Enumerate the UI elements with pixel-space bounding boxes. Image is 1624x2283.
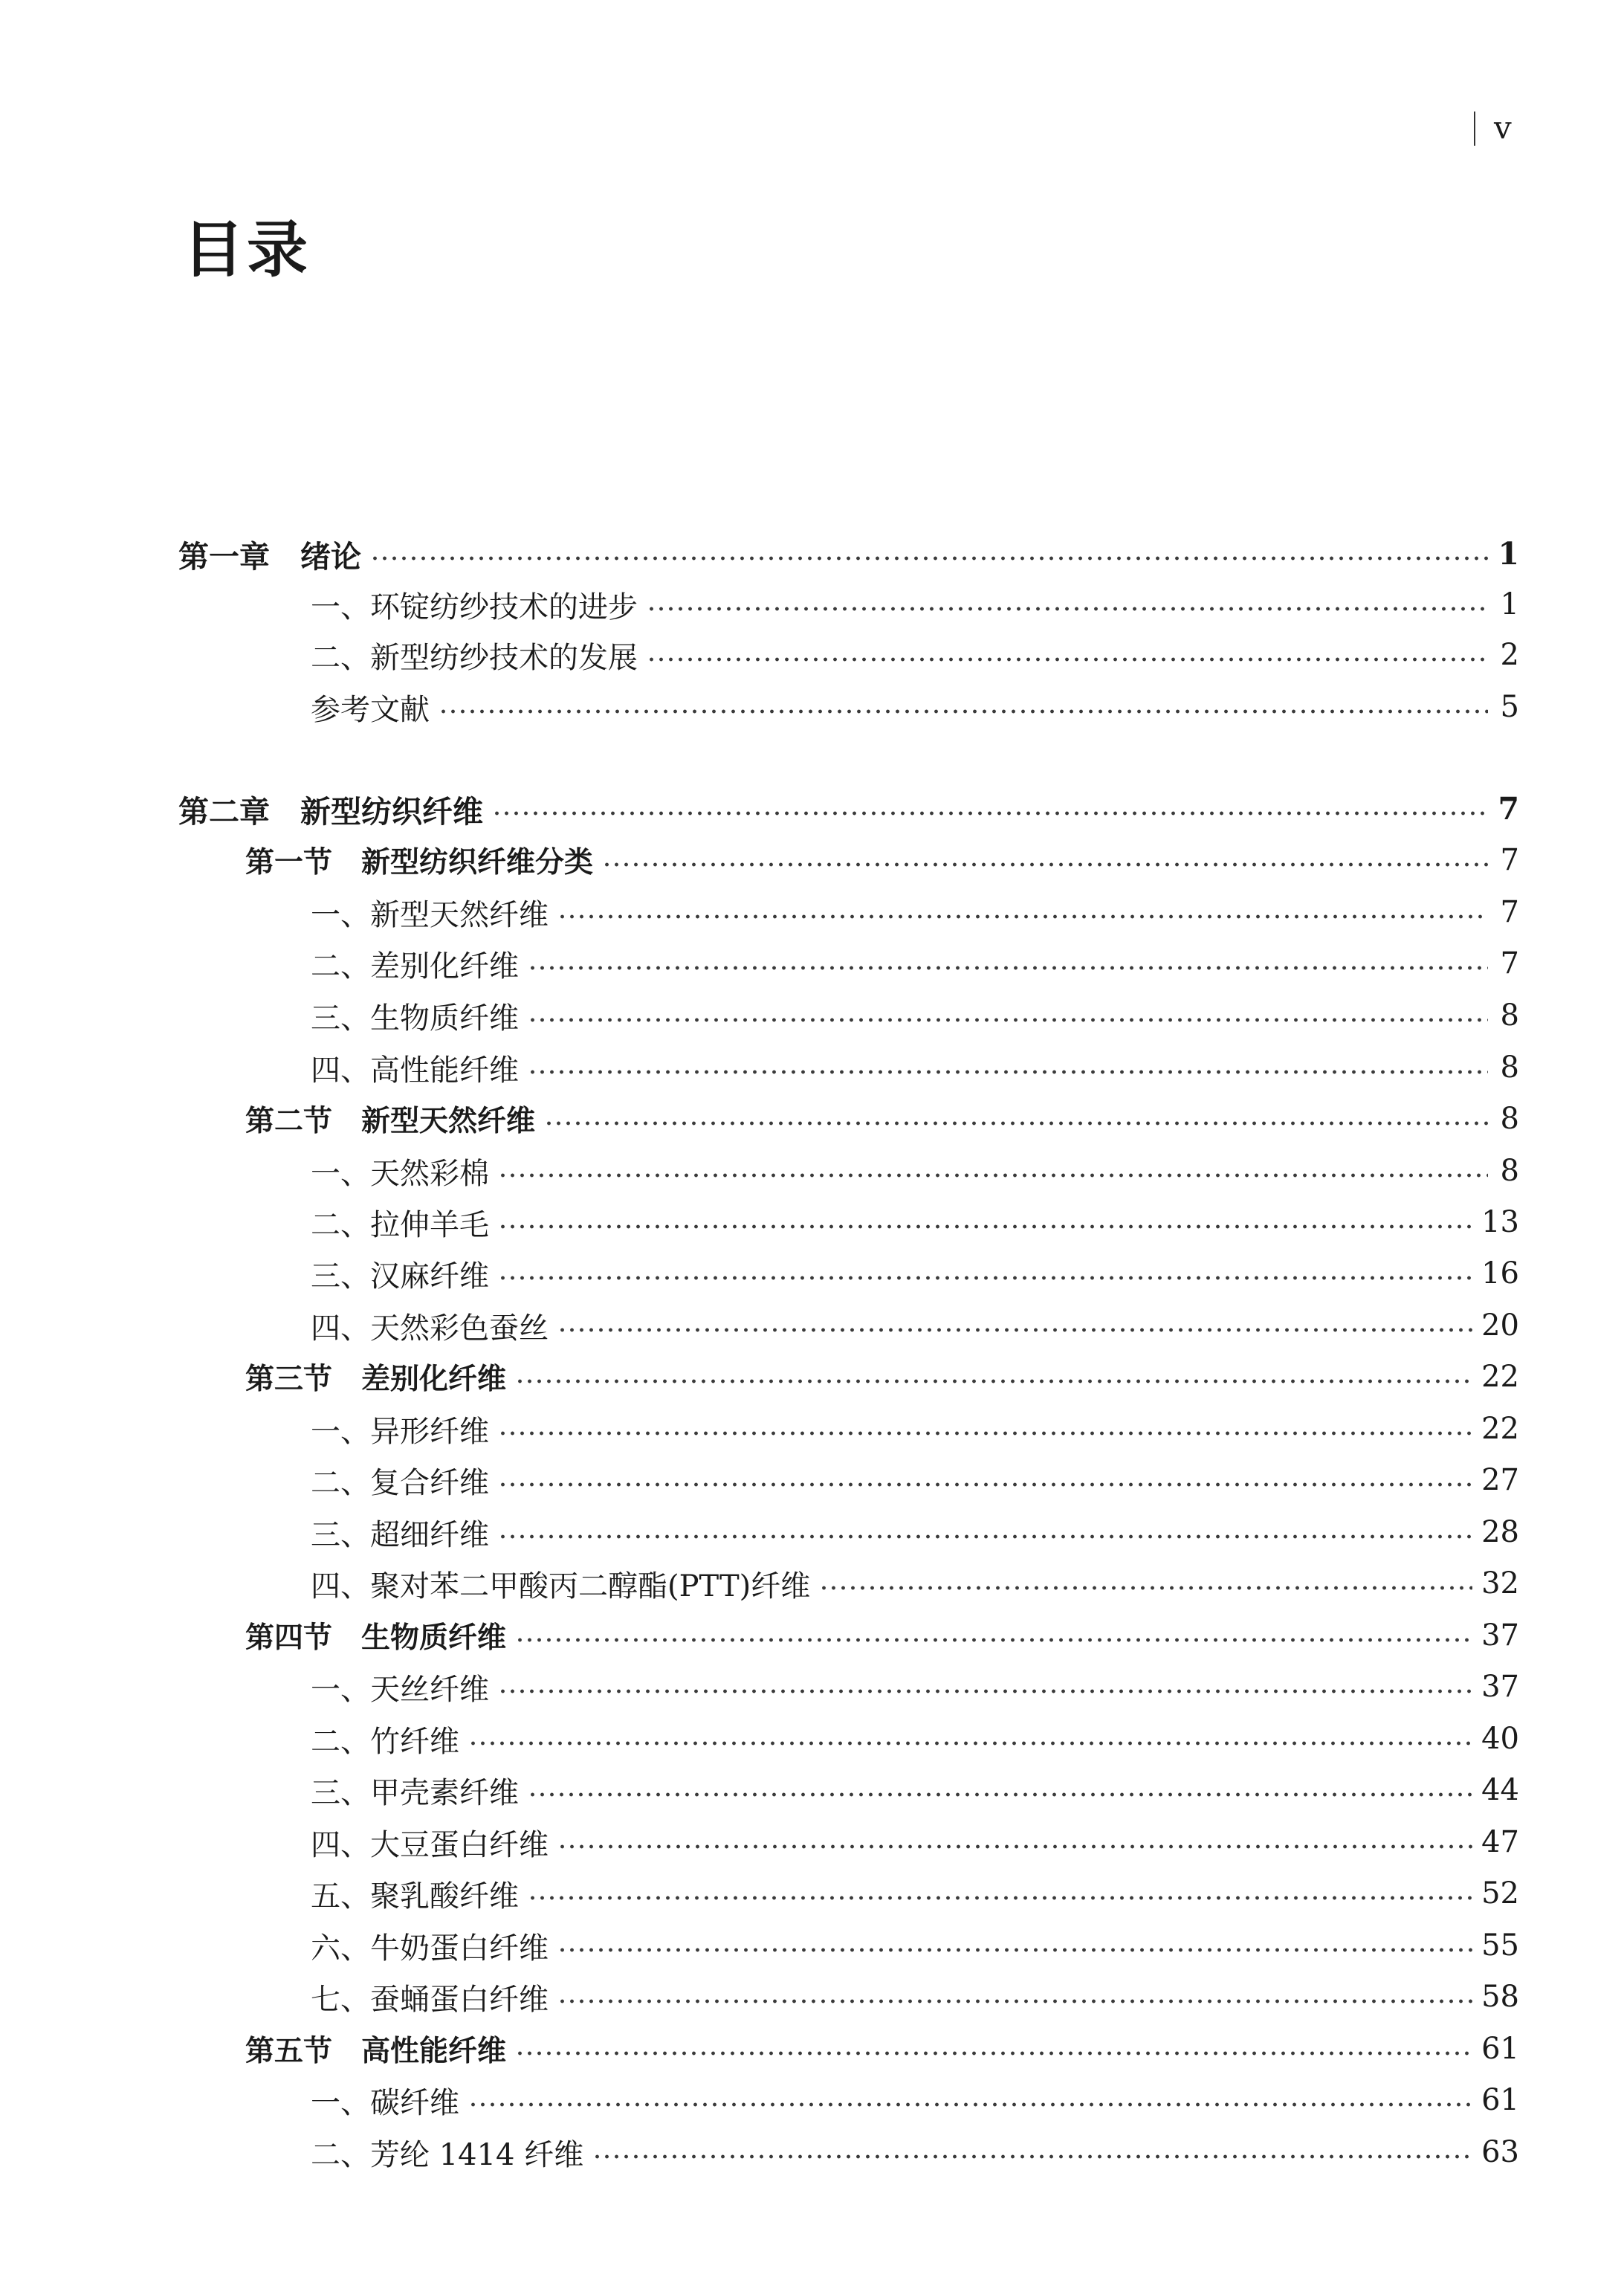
dot-leader (544, 1120, 1488, 1127)
toc-entry-page-number: 37 (1481, 1618, 1519, 1653)
toc-entry-title: 四、大豆蛋白纤维 (311, 1827, 549, 1862)
toc-entry-title: 四、聚对苯二甲酸丙二醇酯(PTT)纤维 (311, 1569, 811, 1604)
toc-entry-title: 第二节 新型天然纤维 (245, 1105, 536, 1138)
toc-item-entry[interactable] (311, 1764, 1519, 1816)
toc-entry-title: 五、聚乳酸纤维 (311, 1879, 519, 1914)
toc-entry-page-number: 22 (1481, 1360, 1519, 1394)
toc-item-entry[interactable] (311, 1042, 1519, 1094)
dot-leader (557, 1998, 1472, 2005)
dot-leader (528, 964, 1488, 972)
dot-leader (557, 1326, 1472, 1334)
toc-entry-title: 一、碳纤维 (311, 2085, 459, 2120)
toc-item-entry[interactable] (311, 1145, 1519, 1197)
page-number-divider (1474, 112, 1475, 146)
toc-chapter-entry[interactable] (178, 528, 1519, 580)
toc-entry-page-number: 2 (1500, 638, 1519, 672)
toc-entry-title: 一、异形纤维 (311, 1414, 489, 1449)
toc-item-entry[interactable] (311, 1971, 1519, 2023)
toc-section-entry[interactable] (245, 834, 1519, 886)
toc-item-entry[interactable] (311, 1299, 1519, 1352)
dot-leader (468, 2101, 1472, 2108)
toc-item-entry[interactable] (311, 2126, 1519, 2178)
toc-entry-page-number: 5 (1500, 690, 1519, 724)
toc-item-entry[interactable] (311, 1867, 1519, 1919)
dot-leader (528, 1791, 1472, 1798)
toc-entry-page-number: 47 (1481, 1825, 1519, 1859)
toc-entry-title: 一、新型天然纤维 (311, 897, 549, 932)
toc-item-entry[interactable] (311, 1196, 1519, 1248)
dot-leader (498, 1533, 1472, 1540)
dot-leader (602, 861, 1488, 868)
toc-entry-page-number: 58 (1481, 1980, 1519, 2014)
toc-item-entry[interactable] (311, 1661, 1519, 1713)
toc-section-entry[interactable] (245, 1093, 1519, 1145)
toc-entry-page-number: 7 (1500, 946, 1519, 981)
toc-item-entry[interactable] (311, 1557, 1519, 1609)
toc-section-entry[interactable] (245, 2023, 1519, 2075)
dot-leader (647, 656, 1488, 663)
toc-entry-title: 二、差别化纤维 (311, 949, 519, 984)
dot-leader (647, 605, 1488, 613)
page-title: 目录 (183, 215, 311, 285)
toc-entry-page-number: 52 (1481, 1876, 1519, 1911)
toc-entry-page-number: 32 (1481, 1566, 1519, 1601)
toc-entry-title: 三、生物质纤维 (311, 1001, 519, 1036)
toc-entry-title: 六、牛奶蛋白纤维 (311, 1931, 549, 1966)
dot-leader (498, 1481, 1472, 1488)
dot-leader (557, 1946, 1472, 1954)
toc-entry-title: 二、芳纶 1414 纤维 (311, 2137, 584, 2172)
dot-leader (468, 1740, 1472, 1747)
dot-leader (498, 1172, 1488, 1179)
toc-section-entry[interactable] (245, 1351, 1519, 1403)
toc-entry-page-number: 61 (1481, 2083, 1519, 2117)
toc-entry-title: 三、汉麻纤维 (311, 1259, 489, 1294)
toc-item-entry[interactable] (311, 1403, 1519, 1455)
toc-item-entry[interactable] (311, 629, 1519, 681)
toc-section-entry[interactable] (245, 1609, 1519, 1662)
toc-entry-page-number: 8 (1500, 1050, 1519, 1085)
toc-item-entry[interactable] (311, 989, 1519, 1042)
dot-leader (515, 1378, 1472, 1385)
dot-leader (528, 1894, 1472, 1902)
toc-entry-page-number: 8 (1500, 998, 1519, 1033)
page-number: v (1494, 109, 1512, 146)
dot-leader (498, 1274, 1472, 1282)
toc-entry-page-number: 1 (1498, 536, 1519, 572)
toc-item-entry[interactable] (311, 2074, 1519, 2126)
dot-leader (557, 1843, 1472, 1850)
toc-entry-title: 四、高性能纤维 (311, 1053, 519, 1088)
toc-entry-title: 四、天然彩色蚕丝 (311, 1311, 549, 1346)
toc-entry-title: 一、天丝纤维 (311, 1672, 489, 1707)
toc-entry-title: 参考文献 (311, 692, 430, 727)
toc-item-entry[interactable] (311, 578, 1519, 630)
toc-entry-title: 一、天然彩棉 (311, 1156, 489, 1191)
dot-leader (557, 913, 1488, 920)
toc-entry-title: 二、新型纺纱技术的发展 (311, 640, 638, 675)
dot-leader (515, 2050, 1472, 2057)
dot-leader (498, 1223, 1472, 1230)
dot-leader (528, 1016, 1488, 1024)
toc-entry-page-number: 7 (1500, 843, 1519, 877)
toc-entry-page-number: 55 (1481, 1928, 1519, 1963)
toc-entry-title: 第五节 高性能纤维 (245, 2035, 507, 2068)
toc-item-entry[interactable] (311, 1713, 1519, 1765)
toc-entry-title: 第一章 绪论 (178, 538, 361, 575)
toc-entry-page-number: 40 (1481, 1722, 1519, 1756)
toc-item-entry[interactable] (311, 1919, 1519, 1972)
toc-entry-title: 第四节 生物质纤维 (245, 1621, 507, 1655)
dot-leader (498, 1430, 1472, 1437)
toc-item-entry[interactable] (311, 886, 1519, 938)
toc-entry-title: 三、超细纤维 (311, 1517, 489, 1552)
dot-leader (498, 1688, 1472, 1695)
toc-item-entry[interactable] (311, 1506, 1519, 1558)
toc-entry-title: 二、拉伸羊毛 (311, 1207, 489, 1242)
toc-entry-page-number: 28 (1481, 1515, 1519, 1549)
toc-entry-page-number: 20 (1481, 1308, 1519, 1343)
toc-entry-title: 第二章 新型纺织纤维 (178, 793, 483, 830)
toc-entry-page-number: 7 (1498, 791, 1519, 827)
toc-entry-title: 二、竹纤维 (311, 1724, 459, 1759)
toc-entry-page-number: 37 (1481, 1670, 1519, 1704)
toc-entry-title: 二、复合纤维 (311, 1465, 489, 1500)
toc-entry-page-number: 7 (1500, 895, 1519, 929)
dot-leader (370, 555, 1488, 562)
toc-entry-title: 七、蚕蛹蛋白纤维 (311, 1982, 549, 2017)
toc-entry-title: 三、甲壳素纤维 (311, 1775, 519, 1810)
toc-entry-page-number: 44 (1481, 1773, 1519, 1807)
dot-leader (528, 1068, 1488, 1076)
toc-entry-page-number: 63 (1481, 2135, 1519, 2169)
toc-entry-page-number: 22 (1481, 1412, 1519, 1446)
toc-entry-title: 一、环锭纺纱技术的进步 (311, 590, 638, 624)
toc-entry-title: 第一节 新型纺织纤维分类 (245, 846, 594, 879)
toc-entry-title: 第三节 差别化纤维 (245, 1363, 507, 1396)
toc-chapter-entry[interactable] (178, 783, 1519, 835)
dot-leader (439, 708, 1488, 715)
toc-item-entry[interactable] (311, 937, 1519, 989)
toc-entry-page-number: 13 (1481, 1205, 1519, 1239)
toc-entry-page-number: 8 (1500, 1154, 1519, 1188)
toc-item-entry[interactable] (311, 1247, 1519, 1299)
toc-item-entry[interactable] (311, 1454, 1519, 1506)
dot-leader (819, 1584, 1472, 1592)
dot-leader (492, 810, 1488, 817)
toc-item-entry[interactable] (311, 1816, 1519, 1868)
toc-entry-page-number: 16 (1481, 1256, 1519, 1291)
toc-item-entry[interactable] (311, 681, 1519, 733)
dot-leader (515, 1636, 1472, 1644)
toc-entry-page-number: 1 (1500, 587, 1519, 621)
dot-leader (592, 2153, 1472, 2160)
toc-entry-page-number: 61 (1481, 2032, 1519, 2066)
toc-entry-page-number: 8 (1500, 1102, 1519, 1136)
toc-entry-page-number: 27 (1481, 1463, 1519, 1497)
